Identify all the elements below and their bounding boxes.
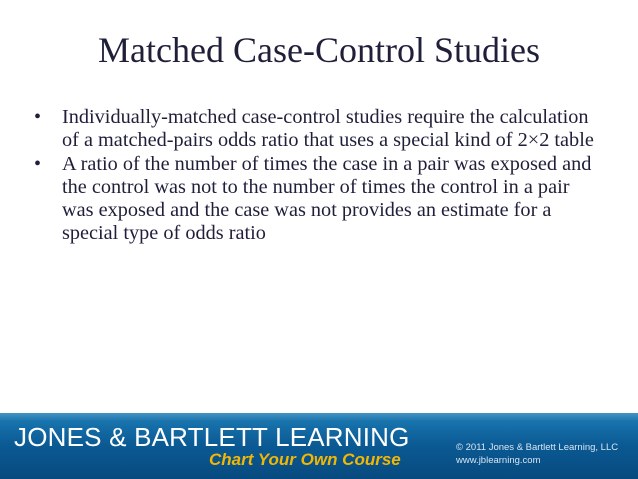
bullet-item [34, 153, 604, 246]
publisher-logo: JONES & BARTLETT LEARNING [14, 422, 410, 452]
copyright-text: © 2011 Jones & Bartlett Learning, LLC [456, 442, 619, 453]
website-text: www.jblearning.com [456, 455, 541, 466]
publisher-footer [0, 413, 638, 479]
copyright-block [456, 441, 618, 467]
footer-highlight [0, 413, 638, 421]
bullet-list [34, 106, 604, 246]
bullet-marker: • [34, 152, 42, 175]
bullet-marker: • [34, 106, 42, 128]
bullet-text: A ratio of the number of times the case in a pair was exposed and the control was not to the number of times the control in a pair was exposed and the case was not provides an estimate for a special type of odds ratio [62, 152, 592, 245]
slide-title: Matched Case-Control Studies [98, 30, 540, 70]
bullet-text: Individually-matched case-control studies require the calculation of a matched-pairs odds ratio that uses a special kind of 2×2 table [62, 106, 594, 152]
publisher-tagline: Chart Your Own Course [209, 450, 401, 469]
bullet-item [34, 106, 604, 153]
